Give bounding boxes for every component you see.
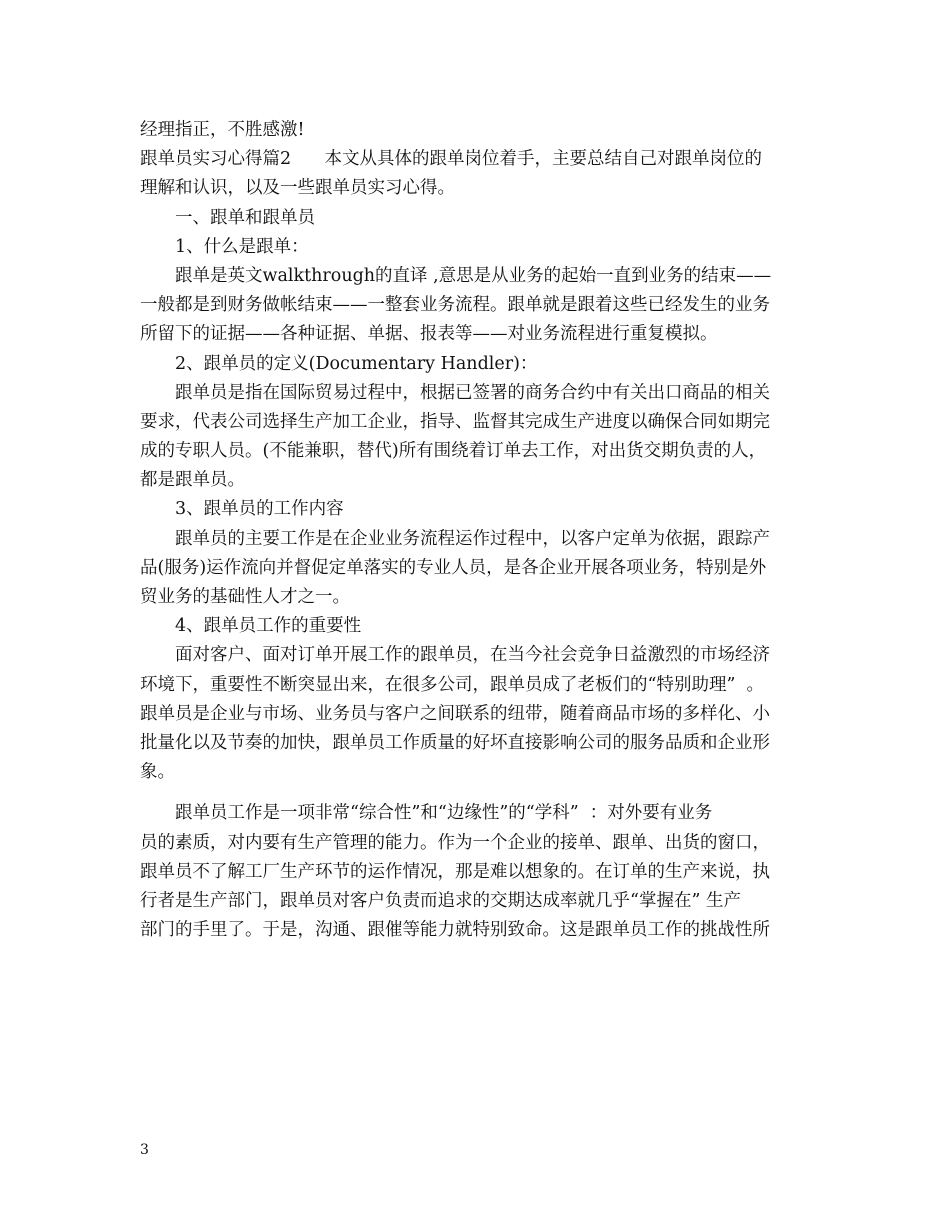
- subsection-heading: 1、什么是跟单：: [175, 236, 309, 257]
- text-line: 理解和认识，以及一些跟单员实习心得。: [140, 178, 455, 199]
- text-line: 行者是生产部门，跟单员对客户负责而追求的交期达成率就几乎“掌握在” 生产: [140, 890, 741, 911]
- text-line: 一般都是到财务做帐结束——一整套业务流程。跟单就是跟着这些已经发生的业务: [140, 295, 770, 316]
- text-line: 跟单员是企业与市场、业务员与客户之间联系的纽带，随着商品市场的多样化、小: [140, 703, 770, 724]
- subsection-heading: 3、跟单员的工作内容: [175, 499, 344, 520]
- subsection-heading: 4、跟单员工作的重要性: [175, 616, 362, 637]
- text-line: 成的专职人员。(不能兼职，替代)所有围绕着订单去工作，对出货交期负责的人，: [140, 441, 767, 462]
- text-line: 跟单员的主要工作是在企业业务流程运作过程中，以客户定单为依据，跟踪产: [175, 528, 770, 549]
- text-line: 跟单员工作是一项非常“综合性”和“边缘性”的“学科” ：对外要有业务: [175, 803, 713, 824]
- text-line: 所留下的证据——各种证据、单据、报表等——对业务流程进行重复模拟。: [140, 324, 718, 345]
- text-line: 跟单是英文walkthrough的直译 ,意思是从业务的起始一直到业务的结束——: [175, 265, 772, 286]
- text-line: 跟单员不了解工厂生产环节的运作情况，那是难以想象的。在订单的生产来说，执: [140, 861, 770, 882]
- text-line: 品(服务)运作流向并督促定单落实的专业人员，是各企业开展各项业务，特别是外: [140, 557, 767, 578]
- text-line: 员的素质，对内要有生产管理的能力。作为一个企业的接单、跟单、出货的窗口，: [140, 832, 770, 853]
- text-line: 部门的手里了。于是，沟通、跟催等能力就特别致命。这是跟单员工作的挑战性所: [140, 920, 770, 941]
- text-line: 批量化以及节奏的加快，跟单员工作质量的好坏直接影响公司的服务品质和企业形: [140, 732, 770, 753]
- text-line: 要求，代表公司选择生产加工企业，指导、监督其完成生产进度以确保合同如期完: [140, 411, 770, 432]
- text-line: 面对客户、面对订单开展工作的跟单员，在当今社会竞争日益激烈的市场经济: [175, 645, 770, 666]
- text-line: 跟单员实习心得篇2 本文从具体的跟单岗位着手，主要总结自己对跟单岗位的: [140, 149, 763, 170]
- section-heading: 一、跟单和跟单员: [175, 207, 315, 228]
- text-line: 都是跟单员。: [140, 470, 245, 491]
- page-number: 3: [140, 1142, 149, 1158]
- text-line: 贸业务的基础性人才之一。: [140, 587, 350, 607]
- text-line: 跟单员是指在国际贸易过程中，根据已签署的商务合约中有关出口商品的相关: [175, 382, 770, 403]
- subsection-heading: 2、跟单员的定义(Documentary Handler)：: [175, 353, 538, 374]
- text-line: 经理指正，不胜感激!: [140, 120, 305, 140]
- document-body: [140, 116, 812, 945]
- text-line: 环境下，重要性不断突显出来，在很多公司，跟单员成了老板们的“特别助理” 。: [140, 674, 765, 695]
- text-line: 象。: [140, 762, 175, 783]
